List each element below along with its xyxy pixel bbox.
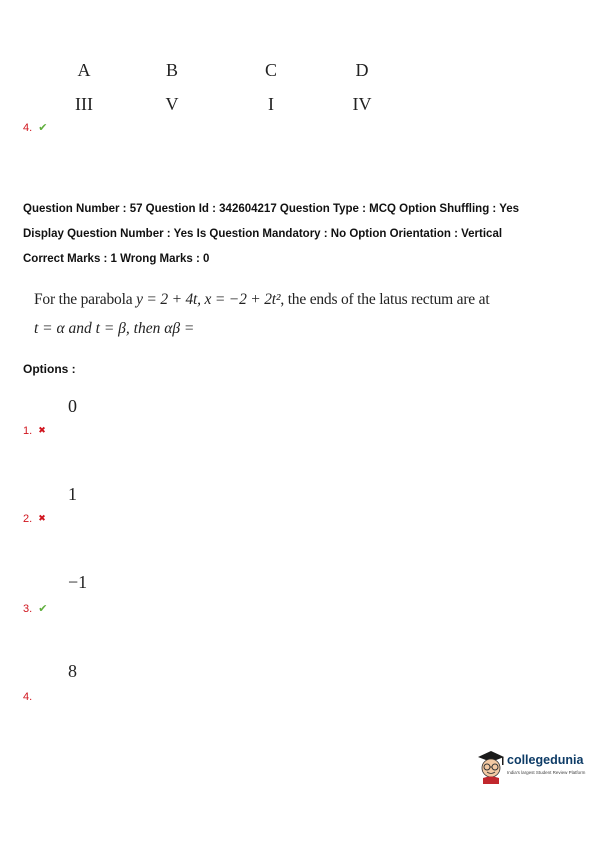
question-equation: y = 2 + 4t, x = −2 + 2t² xyxy=(136,291,281,308)
match-header-row xyxy=(60,60,400,84)
option-3-value: −1 xyxy=(68,572,88,592)
match-value-c: I xyxy=(268,94,274,114)
match-header-a: A xyxy=(77,60,91,80)
question-mid: , the ends of the latus rectum are at xyxy=(280,291,490,308)
logo-wordmark: collegedunia xyxy=(507,753,584,767)
match-value-d: IV xyxy=(352,94,372,114)
question-meta-line-1: Question Number : 57 Question Id : 342604217 Question Type : MCQ Option Shuffling : Yes xyxy=(23,203,520,215)
match-value-row xyxy=(60,94,400,118)
student-mascot-icon xyxy=(476,748,506,784)
option-2-number xyxy=(23,513,46,525)
option-number: 3. xyxy=(23,603,33,615)
option-2-value: 1 xyxy=(68,484,77,504)
option-4-number xyxy=(23,691,32,703)
option-number: 1. xyxy=(23,425,33,437)
option-number: 4. xyxy=(23,122,33,134)
match-header-b: B xyxy=(165,60,178,80)
question-meta-line-3: Correct Marks : 1 Wrong Marks : 0 xyxy=(23,253,210,265)
options-label: Options : xyxy=(23,362,76,376)
question-text-line-1 xyxy=(34,287,489,313)
correct-check-icon: ✔ xyxy=(38,603,48,615)
question-meta-line-2: Display Question Number : Yes Is Question Mandatory : No Option Orientation : Vertical xyxy=(23,228,503,240)
correct-check-icon: ✔ xyxy=(38,122,48,134)
question-prefix: For the parabola xyxy=(34,291,133,308)
wrong-cross-icon: ✖ xyxy=(38,425,46,435)
logo-tagline: India's largest Student Review Platform xyxy=(507,770,586,775)
wrong-cross-icon: ✖ xyxy=(38,513,46,523)
match-header-c: C xyxy=(264,60,277,80)
option-4-value: 8 xyxy=(68,661,77,681)
previous-option-4 xyxy=(23,121,47,134)
option-number: 2. xyxy=(23,513,33,525)
match-value-a: III xyxy=(75,94,93,114)
option-1-value: 0 xyxy=(68,396,77,416)
question-text-line-2: t = α and t = β, then αβ = xyxy=(34,320,195,337)
match-header-d: D xyxy=(355,60,369,80)
option-number: 4. xyxy=(23,691,33,703)
collegedunia-logo xyxy=(476,748,588,784)
match-value-b: V xyxy=(165,94,179,114)
option-1-number xyxy=(23,425,46,437)
option-3-number xyxy=(23,602,47,615)
